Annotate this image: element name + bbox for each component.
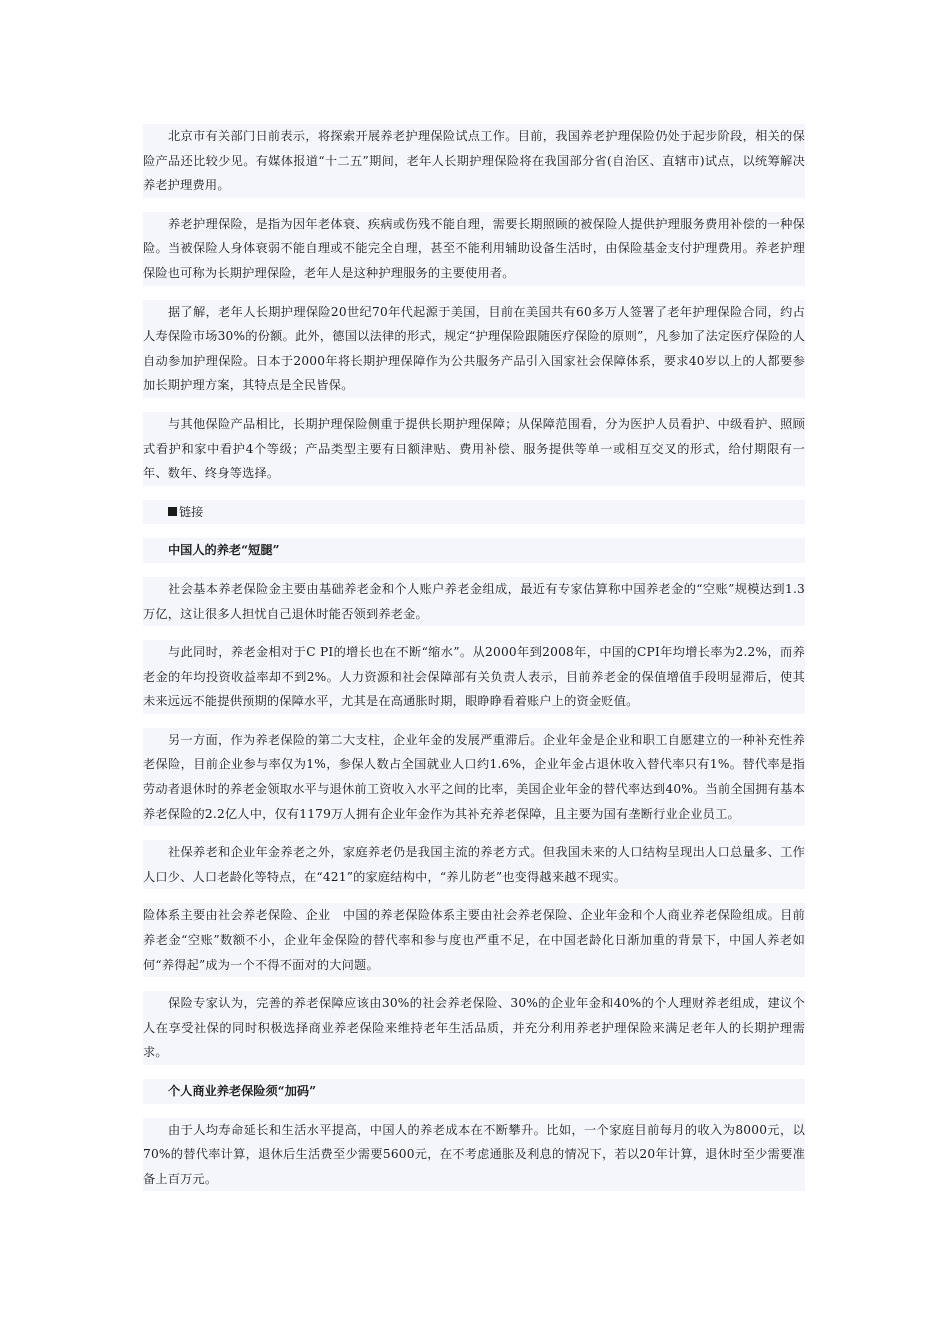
- square-bullet-icon: [168, 507, 177, 516]
- paragraph: 由于人均寿命延长和生活水平提高，中国人的养老成本在不断攀升。比如，一个家庭目前每月的收入为8000元，以70%的替代率计算，退休后生活费至少需要5600元，在不考虑通胀及利息的情况下，若以20年计算，退休时至少需要准备上百万元。: [143, 1118, 805, 1192]
- paragraph: 另一方面，作为养老保险的第二大支柱，企业年金的发展严重滞后。企业年金是企业和职工自愿建立的一种补充性养老保险，目前企业参与率仅为1%，参保人数占全国就业人口约1.6%，企业年金占退休收入替代率只有1%。替代率是指劳动者退休时的养老金领取水平与退休前工资收入水平之间的比率，美国企业年金的替代率达到40%。当前全国拥有基本养老保险的2.2亿人中，仅有1179万人拥有企业年金作为其补充养老保障，且主要为国有垄断行业企业员工。: [143, 728, 805, 826]
- paragraph: 北京市有关部门日前表示，将探索开展养老护理保险试点工作。目前，我国养老护理保险仍处于起步阶段，相关的保险产品还比较少见。有媒体报道“十二五”期间，老年人长期护理保险将在我国部分省(自治区、直辖市)试点，以统筹解决养老护理费用。: [143, 124, 805, 198]
- paragraph: 社保养老和企业年金养老之外，家庭养老仍是我国主流的养老方式。但我国未来的人口结构呈现出人口总量多、工作人口少、人口老龄化等特点，在“421”的家庭结构中，“养儿防老”也变得越来越不现实。: [143, 840, 805, 889]
- article-body: [143, 124, 805, 1191]
- link-label: 链接: [179, 504, 204, 519]
- link-section-label: [143, 500, 805, 525]
- paragraph: 险体系主要由社会养老保险、企业 中国的养老保险体系主要由社会养老保险、企业年金和个人商业养老保险组成。目前养老金“空账”数额不小，企业年金保险的替代率和参与度也严重不足，在中国老龄化日渐加重的背景下，中国人养老如何“养得起”成为一个不得不面对的大问题。: [143, 903, 805, 977]
- paragraph: 与其他保险产品相比，长期护理保险侧重于提供长期护理保障；从保障范围看，分为医护人员看护、中级看护、照顾式看护和家中看护4个等级；产品类型主要有日额津贴、费用补偿、服务提供等单一或相互交叉的形式，给付期限有一年、数年、终身等选择。: [143, 412, 805, 486]
- section-heading: 中国人的养老“短腿”: [143, 538, 805, 563]
- section-heading: 个人商业养老保险须“加码”: [143, 1079, 805, 1104]
- paragraph: 据了解，老年人长期护理保险20世纪70年代起源于美国，目前在美国共有60多万人签署了老年护理保险合同，约占人寿保险市场30%的份额。此外，德国以法律的形式，规定“护理保险跟随医疗保险的原则”，凡参加了法定医疗保险的人自动参加护理保险。日本于2000年将长期护理保障作为公共服务产品引入国家社会保障体系，要求40岁以上的人都要参加长期护理方案，其特点是全民皆保。: [143, 300, 805, 398]
- paragraph: 保险专家认为，完善的养老保障应该由30%的社会养老保险、30%的企业年金和40%的个人理财养老组成，建议个人在享受社保的同时积极选择商业养老保险来维持老年生活品质，并充分利用养老护理保险来满足老年人的长期护理需求。: [143, 991, 805, 1065]
- paragraph: 与此同时，养老金相对于C PI的增长也在不断“缩水”。从2000年到2008年，中国的CPI年均增长率为2.2%，而养老金的年均投资收益率却不到2%。人力资源和社会保障部有关负责人表示，目前养老金的保值增值手段明显滞后，使其未来远远不能提供预期的保障水平，尤其是在高通胀时期，眼睁睁看着账户上的资金贬值。: [143, 640, 805, 714]
- paragraph: 养老护理保险，是指为因年老体衰、疾病或伤残不能自理，需要长期照顾的被保险人提供护理服务费用补偿的一种保险。当被保险人身体衰弱不能自理或不能完全自理，甚至不能利用辅助设备生活时，由保险基金支付护理费用。养老护理保险也可称为长期护理保险，老年人是这种护理服务的主要使用者。: [143, 212, 805, 286]
- paragraph: 社会基本养老保险金主要由基础养老金和个人账户养老金组成，最近有专家估算称中国养老金的“空账”规模达到1.3万亿，这让很多人担忧自己退休时能否领到养老金。: [143, 577, 805, 626]
